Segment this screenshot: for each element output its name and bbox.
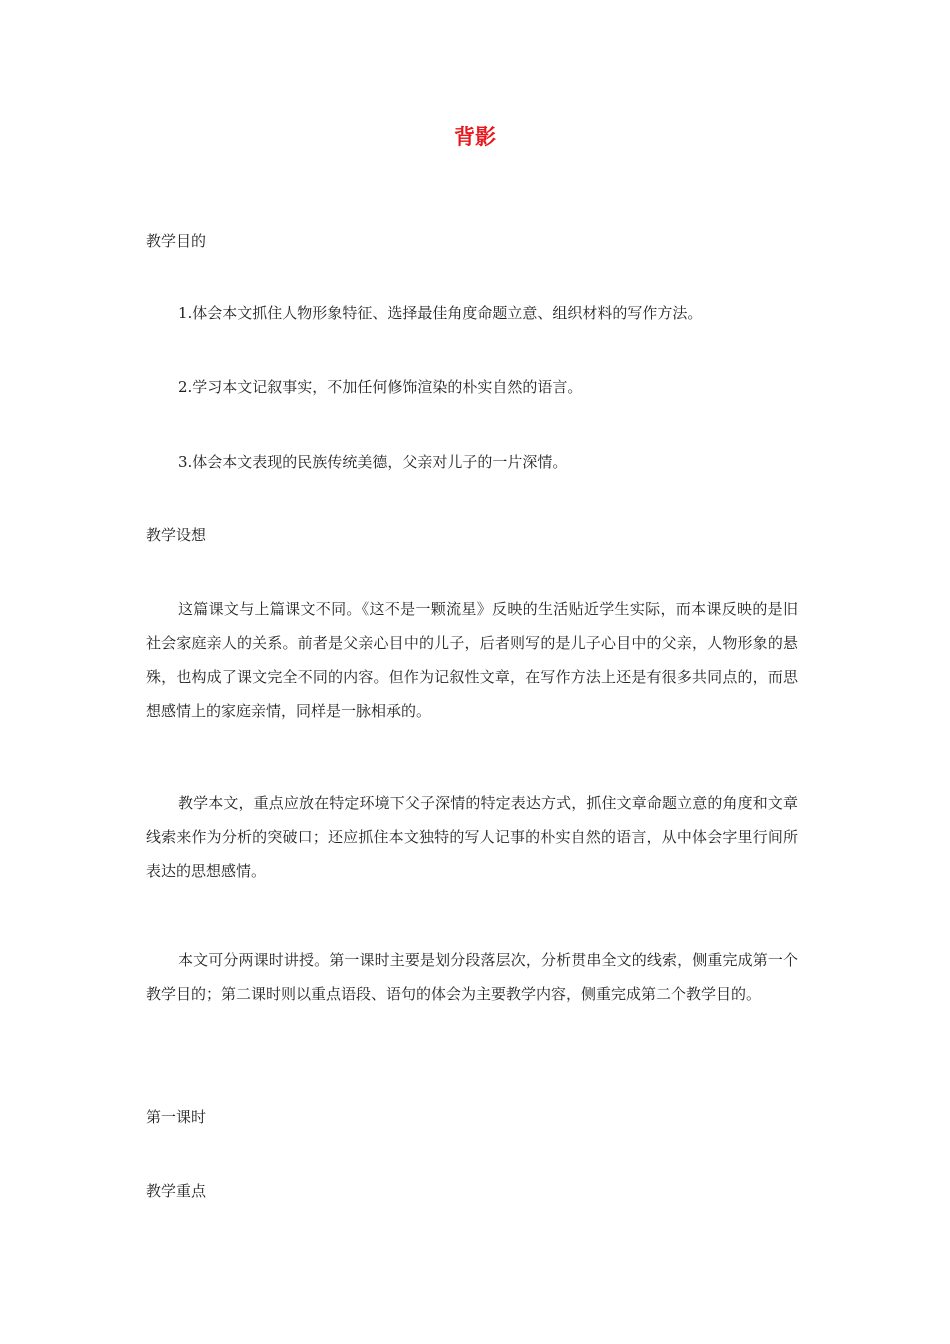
section-heading-design: 教学设想 [146, 526, 207, 544]
section-heading-lesson-one: 第一课时 [146, 1108, 207, 1126]
design-paragraph-1: 这篇课文与上篇课文不同。《这不是一颗流星》反映的生活贴近学生实际，而本课反映的是旧社会家庭亲人的关系。前者是父亲心目中的儿子，后者则写的是儿子心目中的父亲，人物形象的悬殊，也构成了课文完全不同的内容。但作为记叙性文章，在写作方法上还是有很多共同点的，而思想感情上的家庭亲情，同样是一脉相承的。 [146, 600, 798, 720]
document-title: 背影 [454, 124, 496, 149]
goal-item-2: 2.学习本文记叙事实，不加任何修饰渲染的朴实自然的语言。 [178, 378, 583, 396]
goal-item-1: 1.体会本文抓住人物形象特征、选择最佳角度命题立意、组织材料的写作方法。 [178, 304, 703, 322]
design-paragraph-2: 教学本文，重点应放在特定环境下父子深情的特定表达方式，抓住文章命题立意的角度和文章线索来作为分析的突破口；还应抓住本文独特的写人记事的朴实自然的语言，从中体会字里行间所表达的思想感情。 [146, 794, 798, 880]
design-paragraph-3: 本文可分两课时讲授。第一课时主要是划分段落层次，分析贯串全文的线索，侧重完成第一个教学目的；第二课时则以重点语段、语句的体会为主要教学内容，侧重完成第二个教学目的。 [146, 951, 798, 1003]
section-heading-goals: 教学目的 [146, 232, 207, 250]
section-heading-key-points: 教学重点 [146, 1182, 207, 1200]
goal-item-3: 3.体会本文表现的民族传统美德，父亲对儿子的一片深情。 [178, 453, 568, 471]
